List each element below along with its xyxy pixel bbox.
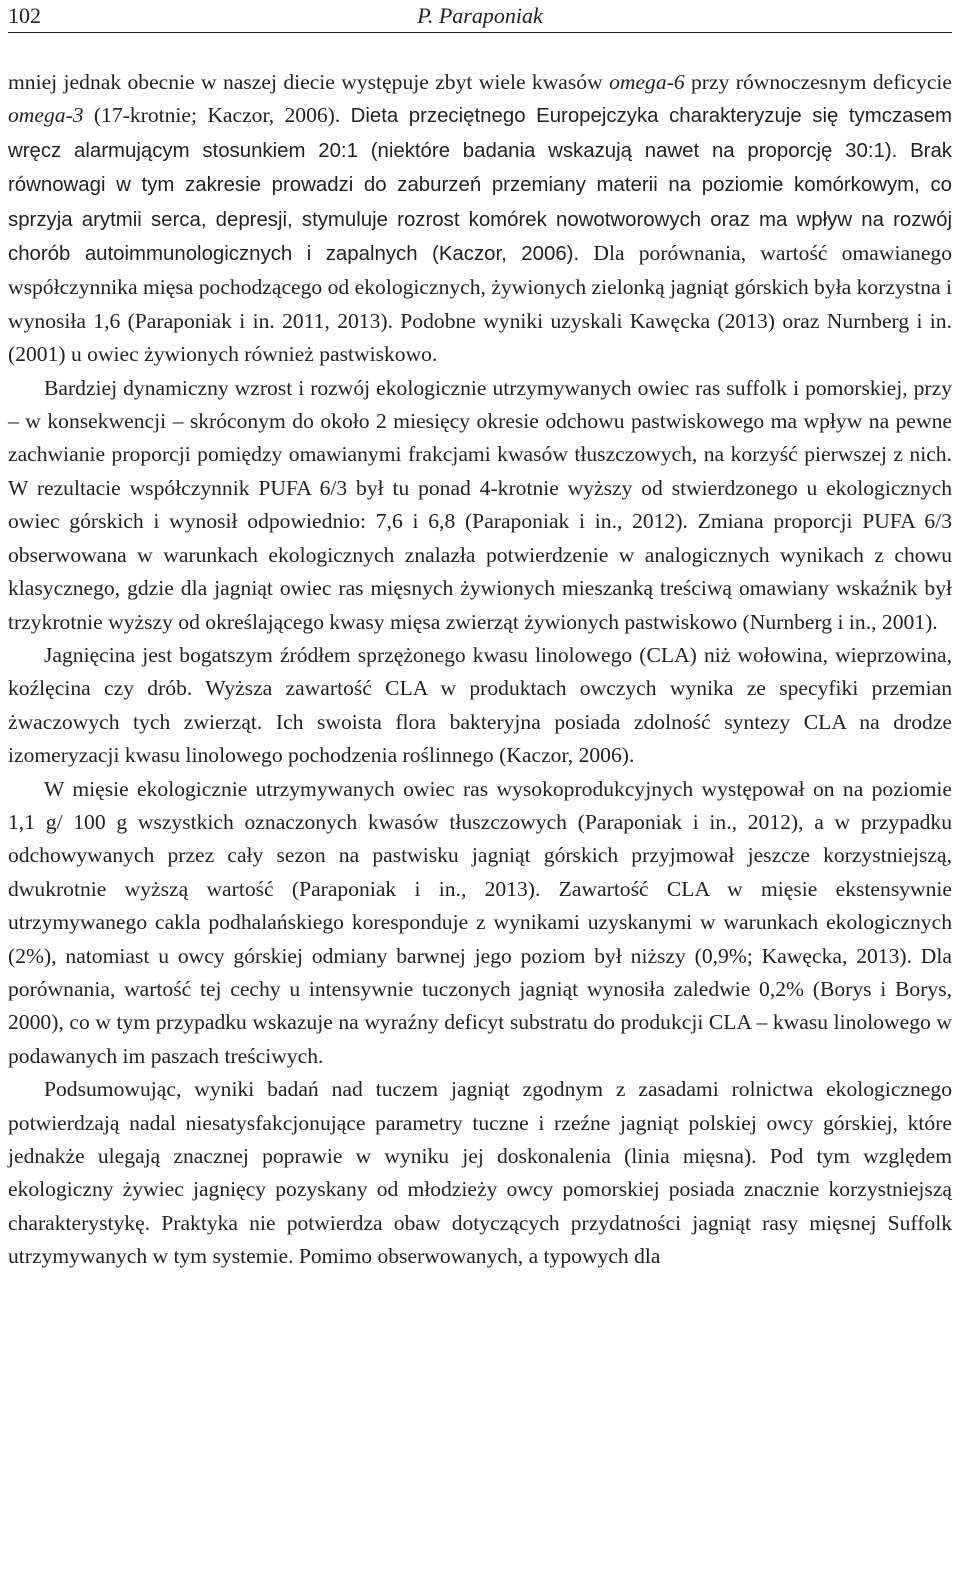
paragraph: [8, 66, 952, 372]
page-number: 102: [8, 3, 41, 28]
running-head: [8, 2, 952, 33]
text-run: Bardziej dynamiczny wzrost i rozwój ekologicznie utrzymywanych owiec ras suffolk i pomorskiej, przy – w konsekwencji – skróconym do około 2 miesięcy okresie odchowu pastwiskowego ma wpływ na pewne zachwianie proporcji pomiędzy omawianymi frakcjami kwasów tłuszczowych, na korzyść pierwszej z nich. W rezultacie współczynnik PUFA 6/3 był tu ponad 4-krotnie wyższy od stwierdzonego u ekologicznych owiec górskich i wynosił odpowiednio: 7,6 i 6,8 (Paraponiak i in., 2012). Zmiana proporcji PUFA 6/3 obserwowana w warunkach ekologicznych znalazła potwierdzenie w analogicznych wynikach z chowu klasycznego, gdzie dla jagniąt owiec ras mięsnych żywionych mieszanką treściwą omawiany wskaźnik był trzykrotnie wyższy od określającego kwasy mięsa zwierząt żywionych pastwiskowo (Nurnberg i in., 2001).: [8, 375, 952, 634]
text-run: mniej jednak obecnie w naszej diecie występuje zbyt wiele kwasów: [8, 70, 610, 94]
paragraph: [8, 639, 952, 773]
running-head-author: P. Paraponiak: [417, 3, 543, 28]
body-text: [8, 66, 952, 1274]
italic-term: omega-3: [8, 103, 84, 128]
text-run: Podsumowując, wyniki badań nad tuczem jagniąt zgodnym z zasadami rolnictwa ekologicznego potwierdzają nadal niesatysfakcjonujące parametry tuczne i rzeźne jagniąt polskiej owcy górskiej, które jednakże ulegają znacznej poprawie w wyniku jej doskonalenia (linia mięsna). Pod tym względem ekologiczny żywiec jagnięcy pozyskany od młodzieży owcy pomorskiej posiada znacznie korzystniejszą charakterystykę. Praktyka nie potwierdza obaw dotyczących przydatności jagniąt rasy mięsnej Suffolk utrzymywanych w tym systemie. Pomimo obserwowanych, a typowych dla: [8, 1077, 952, 1269]
text-run: Dieta przeciętnego Europejczyka charakteryzuje się tymczasem wręcz alarmującym stosunkiem 20:1 (niektóre badania wskazują nawet na proporcję 30:1). Brak równowagi w tym zakresie prowadzi do zaburzeń przemiany materii na poziomie komórkowym, co sprzyja arytmii serca, depresji, stymuluje rozrost komórek nowotworowych oraz ma wpływ na rozwój chorób autoimmunologicznych i zapalnych (Kaczor, 2006).: [8, 105, 952, 266]
paragraph: [8, 372, 952, 639]
text-run: (17-krotnie; Kaczor, 2006).: [83, 103, 351, 128]
italic-term: omega-6: [609, 70, 685, 94]
text-run: W mięsie ekologicznie utrzymywanych owiec ras wysokoprodukcyjnych występował on na poziomie 1,1 g/ 100 g wszystkich oznaczonych kwasów tłuszczowych (Paraponiak i in., 2012), a w przypadku odchowywanych przez cały sezon na pastwisku jagniąt górskich przyjmował jeszcze korzystniejszą, dwukrotnie wyższą wartość (Paraponiak i in., 2013). Zawartość CLA w mięsie ekstensywnie utrzymywanego cakla podhalańskiego koresponduje z wynikami uzyskanymi w warunkach ekologicznych (2%), natomiast u owcy górskiej odmiany barwnej jego poziom był niższy (0,9%; Kawęcka, 2013). Dla porównania, wartość tej cechy u intensywnie tuczonych jagniąt wynosiła zaledwie 0,2% (Borys i Borys, 2000), co w tym przypadku wskazuje na wyraźny deficyt substratu do produkcji CLA – kwasu linolowego w podawanych im paszach treściwych.: [8, 776, 952, 1068]
text-run: przy równoczesnym deficycie: [684, 70, 952, 94]
text-run: Dla porównania, wartość omawianego współczynnika mięsa pochodzącego od ekologicznych, żywionych zielonką jagniąt górskich była korzystna i wynosiła 1,6 (Paraponiak i in. 2011, 2013). Podobne wyniki uzyskali Kawęcka (2013) oraz Nurnberg i in. (2001) u owiec żywionych również pastwiskowo.: [8, 241, 953, 367]
paragraph: [8, 773, 952, 1074]
paragraph: [8, 1073, 952, 1273]
text-run: Jagnięcina jest bogatszym źródłem sprzężonego kwasu linolowego (CLA) niż wołowina, wieprzowina, koźlęcina czy drób. Wyższa zawartość CLA w produktach owczych wynika ze specyfiki przemian żwaczowych tych zwierząt. Ich swoista flora bakteryjna posiada zdolność syntezy CLA na drodze izomeryzacji kwasu linolowego pochodzenia roślinnego (Kaczor, 2006).: [8, 642, 952, 768]
